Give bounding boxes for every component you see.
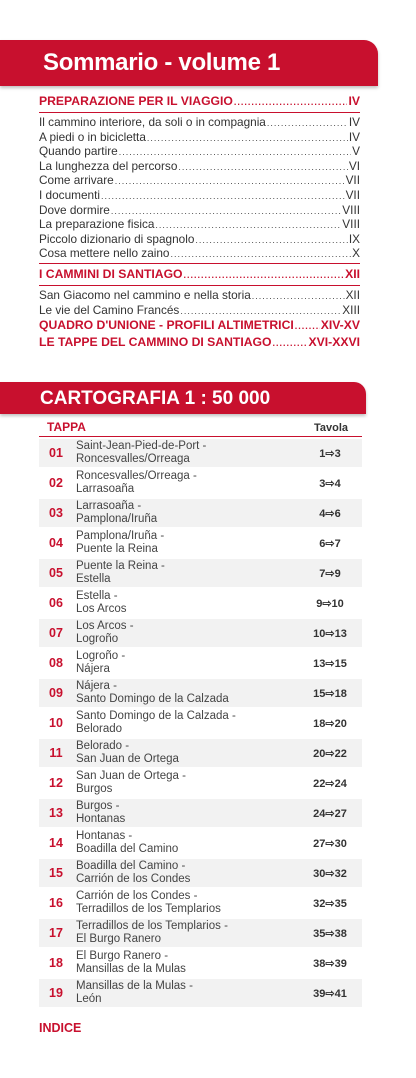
dot-leader <box>155 218 341 233</box>
stage-row[interactable] <box>39 889 362 917</box>
stage-to: Puente la Reina <box>76 543 158 555</box>
toc-entry-label: Cosa mettere nello zaino <box>39 246 170 261</box>
stage-to: Larrasoaña <box>76 483 135 495</box>
stage-number: 17 <box>49 926 63 940</box>
stage-from: Mansillas de la Mulas - <box>76 980 193 993</box>
stage-number: 03 <box>49 506 63 520</box>
stage-route <box>73 890 298 915</box>
stage-row[interactable] <box>39 829 362 857</box>
dot-leader <box>267 116 348 131</box>
dot-leader <box>119 145 351 160</box>
toc-entry-page: XII <box>345 287 360 302</box>
stage-tables: 35⇨38 <box>313 927 347 940</box>
stage-route <box>73 470 298 495</box>
stage-tables: 13⇨15 <box>313 657 347 670</box>
dot-leader <box>147 131 348 146</box>
stage-number: 06 <box>49 596 63 610</box>
stage-from: Burgos - <box>76 800 120 813</box>
toc-entry-label: LE TAPPE DEL CAMMINO DI SANTIAGO <box>39 335 272 350</box>
stage-from: Los Arcos - <box>76 620 134 633</box>
toc-entry-label: Dove dormire <box>39 202 110 217</box>
stage-tables: 27⇨30 <box>313 837 347 850</box>
stage-number: 10 <box>49 716 63 730</box>
stage-tables: 22⇨24 <box>313 777 347 790</box>
stage-from: Nájera - <box>76 680 117 693</box>
stage-number: 02 <box>49 476 63 490</box>
stage-route <box>73 650 298 675</box>
stage-number: 16 <box>49 896 63 910</box>
toc-entry[interactable] <box>39 203 360 218</box>
toc-entry[interactable] <box>39 246 360 261</box>
stage-row[interactable] <box>39 919 362 947</box>
toc-entry-page: VIII <box>342 217 360 232</box>
dot-leader <box>101 189 345 204</box>
dot-leader <box>171 247 352 262</box>
stage-number: 05 <box>49 566 63 580</box>
stage-from: Belorado - <box>76 740 130 753</box>
stage-row[interactable] <box>39 589 362 617</box>
stage-tables: 24⇨27 <box>313 807 347 820</box>
toc-section-heading[interactable] <box>39 317 360 334</box>
stage-from: Saint-Jean-Pied-de-Port - <box>76 440 207 453</box>
toc-entry[interactable] <box>39 144 360 159</box>
stage-row[interactable] <box>39 799 362 827</box>
stage-to: Los Arcos <box>76 603 127 615</box>
stage-tables: 18⇨20 <box>313 717 347 730</box>
toc-entry-label: La lunghezza del percorso <box>39 158 178 173</box>
stage-number: 11 <box>49 746 63 760</box>
stage-row[interactable] <box>39 649 362 677</box>
toc-entry[interactable] <box>39 188 360 203</box>
stage-route <box>73 680 298 705</box>
stage-to: Estella <box>76 573 111 585</box>
toc-entry-page: IV <box>348 94 360 108</box>
toc-section-heading[interactable] <box>39 334 360 351</box>
toc-entry-page: IV <box>348 129 360 144</box>
stage-to: León <box>76 993 102 1005</box>
stage-number: 19 <box>49 986 63 1000</box>
dot-leader <box>184 267 345 284</box>
toc-entry-page: XII <box>345 266 360 281</box>
dot-leader <box>178 160 347 175</box>
stage-number: 09 <box>49 686 63 700</box>
stage-tables: 15⇨18 <box>313 687 347 700</box>
stage-row[interactable] <box>39 529 362 557</box>
stage-route <box>73 770 298 795</box>
stage-route <box>73 620 298 645</box>
dot-leader <box>195 233 347 248</box>
dot-leader <box>115 174 345 189</box>
dot-leader <box>234 94 348 111</box>
stage-row[interactable] <box>39 709 362 737</box>
stage-row[interactable] <box>39 469 362 497</box>
stage-row[interactable] <box>39 979 362 1007</box>
stage-row[interactable] <box>39 679 362 707</box>
cartography-title: CARTOGRAFIA 1 : 50 000 <box>40 388 271 409</box>
stage-tables: 3⇨4 <box>319 477 341 490</box>
stage-from: Terradillos de los Templarios - <box>76 920 228 933</box>
toc-entry-page: XVI-XXVI <box>308 335 360 350</box>
stage-to: Carrión de los Condes <box>76 873 191 885</box>
toc-entry-label: I CAMMINI DI SANTIAGO <box>39 266 183 281</box>
stage-number: 12 <box>49 776 63 790</box>
dot-leader <box>295 318 320 335</box>
cartography-header <box>39 416 362 434</box>
toc-entry-label: Piccolo dizionario di spagnolo <box>39 231 195 246</box>
header-divider <box>39 436 362 437</box>
stage-to: Hontanas <box>76 813 126 825</box>
toc-entry-page: VII <box>345 187 360 202</box>
stage-route <box>73 710 298 735</box>
toc-entry[interactable] <box>39 288 360 303</box>
section-divider <box>39 263 360 264</box>
stage-row[interactable] <box>39 859 362 887</box>
index-link[interactable]: INDICE <box>39 1021 82 1035</box>
stage-route <box>73 980 298 1005</box>
stage-number: 14 <box>49 836 63 850</box>
stage-row[interactable] <box>39 949 362 977</box>
stage-row[interactable] <box>39 739 362 767</box>
toc-entry[interactable] <box>39 217 360 232</box>
summary-title: Sommario - volume 1 <box>43 49 281 76</box>
stage-tables: 10⇨13 <box>313 627 347 640</box>
stage-to: Boadilla del Camino <box>76 843 179 855</box>
dot-leader <box>111 204 341 219</box>
cartography-table <box>39 416 362 1009</box>
heading-underline <box>39 112 360 113</box>
dot-leader <box>272 335 307 352</box>
stage-from: Logroño - <box>76 650 126 663</box>
stage-column-header: TAPPA <box>47 420 86 434</box>
stage-tables: 39⇨41 <box>313 987 347 1000</box>
stage-from: Hontanas - <box>76 830 133 843</box>
stage-to: Mansillas de la Mulas <box>76 963 186 975</box>
toc-entry-label: Le vie del Camino Francés <box>39 302 180 317</box>
toc-entry-page: X <box>352 246 360 261</box>
stage-from: Boadilla del Camino - <box>76 860 186 873</box>
stage-from: San Juan de Ortega - <box>76 770 186 783</box>
toc-section-heading[interactable] <box>39 266 360 283</box>
toc-entry-label: La preparazione fisica <box>39 217 155 232</box>
stage-route <box>73 920 298 945</box>
toc-entry-label: Quando partire <box>39 144 118 159</box>
toc-entry-page: XIV-XV <box>320 318 360 333</box>
toc-entry-page: VII <box>345 173 360 188</box>
stage-row[interactable] <box>39 559 362 587</box>
summary-banner <box>0 40 378 86</box>
stage-from: Roncesvalles/Orreaga - <box>76 470 197 483</box>
stage-tables: 4⇨6 <box>319 507 341 520</box>
stage-from: Larrasoaña - <box>76 500 142 513</box>
stage-tables: 6⇨7 <box>319 537 341 550</box>
stage-tables: 32⇨35 <box>313 897 347 910</box>
toc-entry-page: IV <box>348 115 360 129</box>
stage-number: 04 <box>49 536 63 550</box>
cartography-banner <box>0 382 366 414</box>
dot-leader <box>180 304 341 319</box>
stage-tables: 1⇨3 <box>319 447 341 460</box>
toc-entry-label: A piedi o in bicicletta <box>39 129 146 144</box>
stage-number: 01 <box>49 446 63 460</box>
heading-underline <box>39 285 360 286</box>
stage-number: 07 <box>49 626 63 640</box>
stage-from: Puente la Reina - <box>76 560 165 573</box>
toc-entry-label: Come arrivare <box>39 173 114 188</box>
stage-number: 13 <box>49 806 63 820</box>
stage-from: Carrión de los Condes - <box>76 890 198 903</box>
toc-entry-page: XIII <box>342 302 360 317</box>
table-column-header: Tavola <box>313 422 348 434</box>
toc-entry-label: I documenti <box>39 187 100 202</box>
stage-to: San Juan de Ortega <box>76 753 179 765</box>
stage-to: Pamplona/Iruña <box>76 513 158 525</box>
stage-row[interactable] <box>39 499 362 527</box>
stage-route <box>73 530 298 555</box>
stage-from: El Burgo Ranero - <box>76 950 169 963</box>
toc-entry[interactable] <box>39 303 360 318</box>
dot-leader <box>252 289 345 304</box>
stage-to: Roncesvalles/Orreaga <box>76 453 190 465</box>
stage-route <box>73 800 298 825</box>
stage-number: 15 <box>49 866 63 880</box>
stage-to: El Burgo Ranero <box>76 933 162 945</box>
toc-entry[interactable] <box>39 159 360 174</box>
toc-entry-page: VIII <box>342 202 360 217</box>
stage-to: Belorado <box>76 723 123 735</box>
toc-entry[interactable] <box>39 115 360 130</box>
toc-entry[interactable] <box>39 173 360 188</box>
toc-entry-label: PREPARAZIONE PER IL VIAGGIO <box>39 94 233 108</box>
stage-to: Burgos <box>76 783 113 795</box>
toc-entry-label: QUADRO D'UNIONE - PROFILI ALTIMETRICI <box>39 318 294 333</box>
stage-route <box>73 440 298 465</box>
stage-route <box>73 590 298 615</box>
stage-number: 08 <box>49 656 63 670</box>
stage-to: Terradillos de los Templarios <box>76 903 221 915</box>
stage-tables: 20⇨22 <box>313 747 347 760</box>
stage-number: 18 <box>49 956 63 970</box>
stage-from: Pamplona/Iruña - <box>76 530 165 543</box>
stage-to: Logroño <box>76 633 119 645</box>
stage-route <box>73 950 298 975</box>
stage-to: Santo Domingo de la Calzada <box>76 693 229 705</box>
toc-entry[interactable] <box>39 232 360 247</box>
toc-entry-label: Il cammino interiore, da soli o in compagnia <box>39 115 266 129</box>
stage-route <box>73 830 298 855</box>
stage-tables: 38⇨39 <box>313 957 347 970</box>
stage-tables: 9⇨10 <box>316 597 344 610</box>
stage-from: Estella - <box>76 590 118 603</box>
stage-tables: 7⇨9 <box>319 567 341 580</box>
stage-tables: 30⇨32 <box>313 867 347 880</box>
stage-from: Santo Domingo de la Calzada - <box>76 710 236 723</box>
toc-entry[interactable] <box>39 130 360 145</box>
toc-entry-page: VI <box>348 158 360 173</box>
stage-row[interactable] <box>39 769 362 797</box>
stage-row[interactable] <box>39 439 362 467</box>
table-of-contents <box>39 93 360 351</box>
stage-route <box>73 740 298 765</box>
toc-entry-page: IX <box>348 231 360 246</box>
toc-entry-page: V <box>352 144 360 159</box>
stage-row[interactable] <box>39 619 362 647</box>
stage-route <box>73 560 298 585</box>
toc-entry-label: San Giacomo nel cammino e nella storia <box>39 287 251 302</box>
stage-to: Nájera <box>76 663 110 675</box>
toc-section-heading[interactable] <box>39 93 360 110</box>
stage-list <box>39 439 362 1007</box>
stage-route <box>73 500 298 525</box>
stage-route <box>73 860 298 885</box>
